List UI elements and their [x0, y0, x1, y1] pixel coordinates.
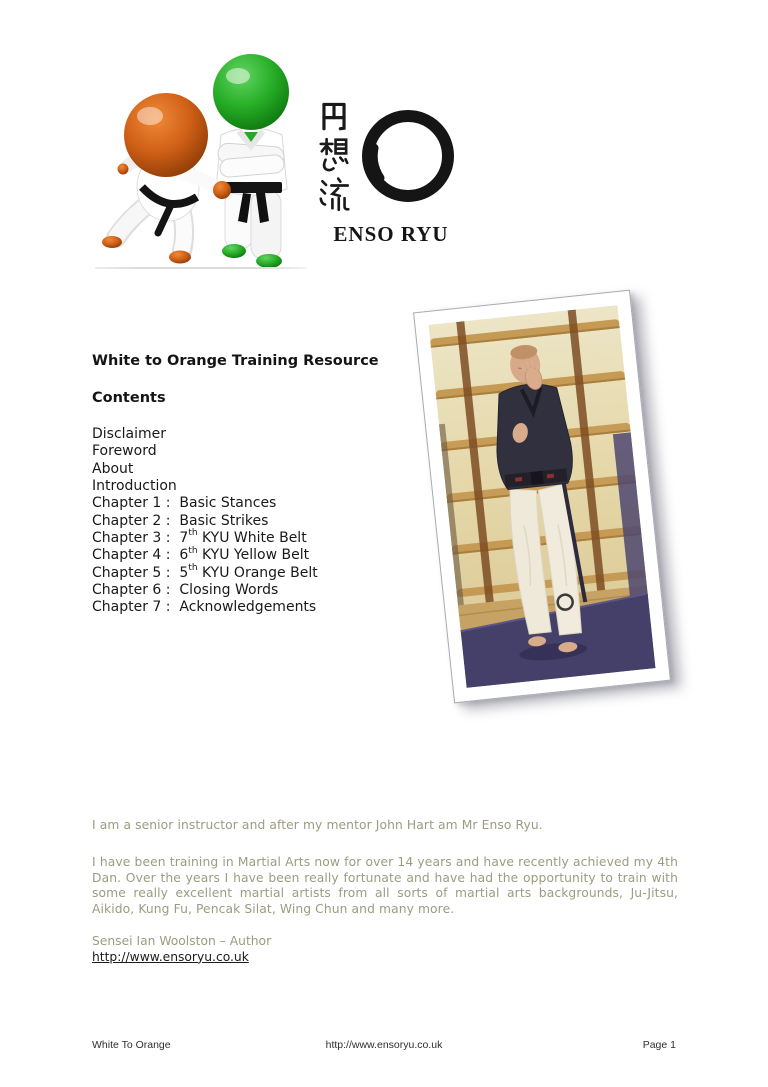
toc-item [92, 530, 512, 547]
footer-document-name: White To Orange [92, 1039, 171, 1051]
toc-item [92, 547, 512, 564]
footer-page-number: Page 1 [642, 1039, 676, 1051]
kanji-en-icon [318, 96, 350, 134]
toc-item [92, 565, 512, 582]
toc-item-text: Introduction [92, 478, 177, 495]
toc-item-text: Chapter 3 : 7 [92, 530, 189, 547]
toc-item-text: Chapter 7 : Acknowledgements [92, 599, 317, 616]
contents-list [92, 426, 512, 617]
toc-item-text: KYU Yellow Belt [197, 547, 310, 564]
page-footer [0, 1039, 768, 1055]
toc-item-superscript: th [188, 528, 198, 539]
green-karate-figure [213, 54, 289, 267]
enso-circle-icon [356, 104, 460, 208]
page-title: White to Orange Training Resource [92, 353, 379, 369]
website-link[interactable]: http://www.ensoryu.co.uk [92, 949, 249, 964]
toc-item-text: Chapter 2 : Basic Strikes [92, 512, 269, 529]
author-block [92, 934, 271, 965]
toc-item [92, 443, 512, 460]
toc-item-text: KYU White Belt [197, 530, 307, 547]
toc-item [92, 513, 512, 530]
intro-paragraph: I am a senior instructor and after my mentor John Hart am Mr Enso Ryu. [92, 818, 543, 832]
toc-item-text: Chapter 4 : 6 [92, 547, 189, 564]
bio-paragraph: I have been training in Martial Arts now for over 14 years and have recently achieved my 4th Dan. Over the years I have been really fortunate and have had the opportunity to train with some really excellent martial artists from all sorts of martial arts backgrounds, Ju-Jitsu, Aikido, Kung Fu, Pencak Silat, Wing Chun and many more. [92, 855, 678, 916]
toc-item-text: Chapter 6 : Closing Words [92, 582, 279, 599]
cartoon-baseline-divider [95, 267, 307, 269]
toc-item [92, 461, 512, 478]
toc-item-superscript: th [188, 563, 198, 574]
toc-item [92, 599, 512, 616]
toc-item [92, 495, 512, 512]
footer-url: http://www.ensoryu.co.uk [325, 1039, 443, 1051]
toc-item [92, 426, 512, 443]
toc-item-text: Chapter 5 : 5 [92, 564, 189, 581]
karate-figures-cartoon [92, 45, 304, 267]
enso-ryu-logo [312, 92, 470, 254]
orange-karate-figure [102, 93, 231, 264]
toc-item-text: Disclaimer [92, 426, 167, 442]
contents-heading: Contents [92, 390, 166, 406]
toc-item-text: About [92, 460, 134, 477]
toc-item [92, 582, 512, 599]
kanji-ensoryu-icon [318, 96, 352, 216]
author-line: Sensei Ian Woolston – Author [92, 934, 272, 948]
toc-item-text: KYU Orange Belt [197, 564, 318, 581]
kanji-ryu-icon [318, 176, 350, 214]
toc-item [92, 478, 512, 495]
toc-item-text: Foreword [92, 443, 157, 460]
enso-ryu-wordmark: ENSO RYU [333, 222, 449, 246]
kanji-so-icon [318, 136, 350, 174]
toc-item-superscript: th [188, 545, 198, 556]
toc-item-text: Chapter 1 : Basic Stances [92, 495, 277, 512]
